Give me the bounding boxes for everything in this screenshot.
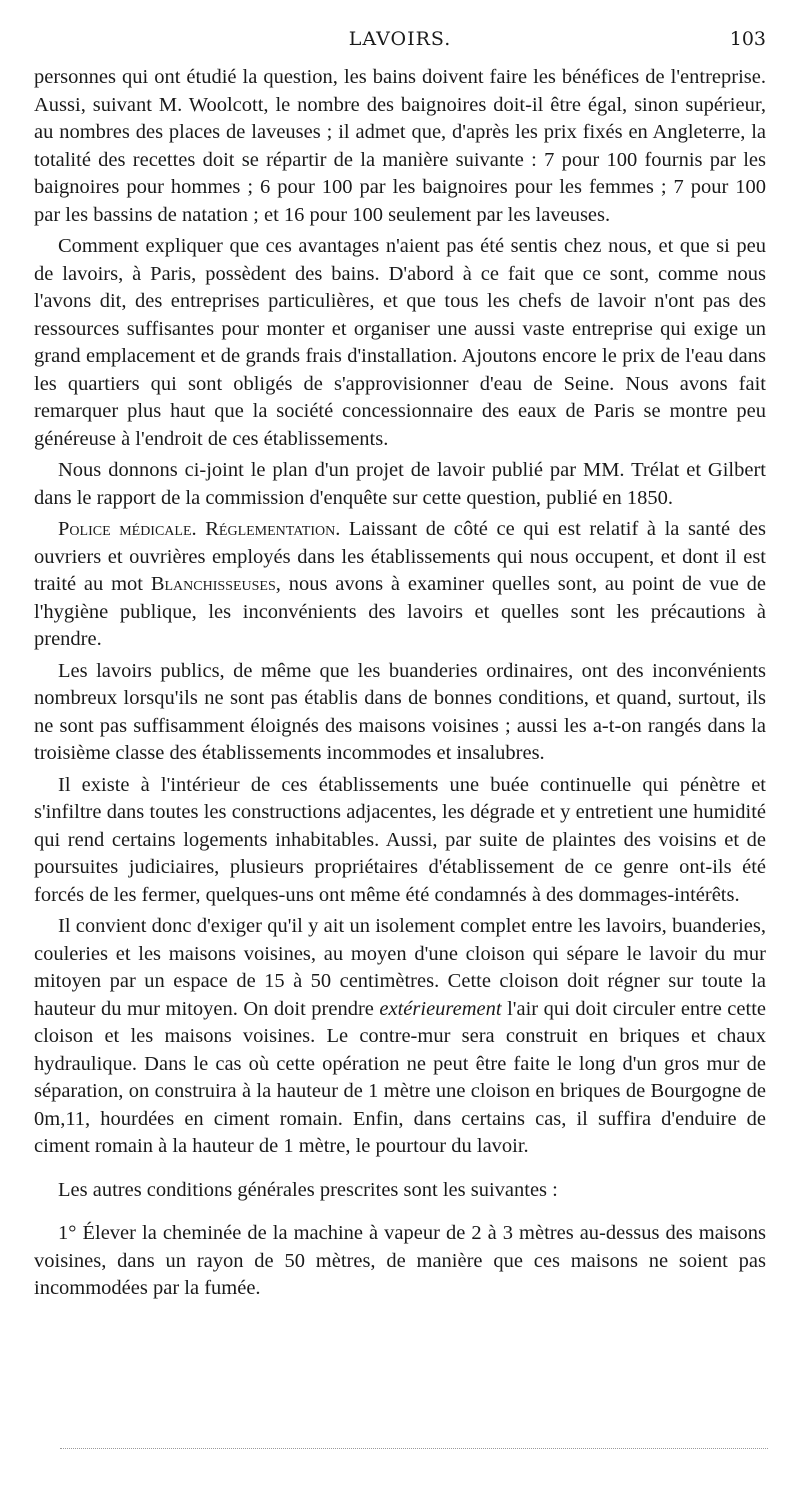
paragraph-inconvenients: Les lavoirs publics, de même que les buanderies ordinaires, ont des inconvénients nombreux lorsqu'ils ne sont pas établis dans de bonnes conditions, et quand, surtout, ils ne sont pas suffisamment éloignés des maisons voisines ; aussi les a-t-on rangés dans la troisième classe des établissements incommodes et insalubres. bbox=[34, 659, 766, 764]
emphasis-text: extérieurement bbox=[379, 997, 502, 1020]
paragraph-text-part: , nous avons à examiner quelles sont, au point de vue de l'hygiène publique, les inconvénients des lavoirs et quelles sont les précautions à prendre. bbox=[34, 573, 766, 650]
body-text bbox=[34, 64, 766, 1307]
bleed-through-line bbox=[60, 1448, 768, 1449]
section-heading: Police médicale. Réglementation. bbox=[58, 518, 341, 540]
paragraph-conditions-intro: Les autres conditions générales prescrites sont les suivantes : bbox=[58, 1178, 558, 1201]
spacer bbox=[34, 1165, 766, 1177]
paragraph-plan-project: Nous donnons ci-joint le plan d'un projet de lavoir publié par MM. Trélat et Gilbert dans le rapport de la commission d'enquête sur cette question, publié en 1850. bbox=[34, 459, 766, 509]
paragraph-paris-lavoirs: Comment expliquer que ces avantages n'aient pas été sentis chez nous, et que si peu de lavoirs, à Paris, possèdent des bains. D'abord à ce fait que ce sont, comme nous l'avons dit, des entreprises particulières, et que tous les chefs de lavoir n'ont pas des ressources suffisantes pour monter et organiser une aussi vaste entreprise qui exige un grand emplacement et de grands frais d'installation. Ajoutons encore le prix de l'eau dans les quartiers qui sont obligés de s'approvisionner d'eau de Seine. Nous avons fait remarquer plus haut que la société concessionnaire des eaux de Paris se montre peu généreuse à l'endroit de ces établissements. bbox=[34, 235, 766, 450]
running-head: LAVOIRS. bbox=[348, 28, 452, 50]
paragraph-text-part: l'air qui doit circuler entre cette cloison et les maisons voisines. Le contre-mur sera construit en briques et chaux hydraulique. Dans le cas où cette opération ne peut être faite le long d'un gros mur de séparation, on construira à la hauteur de 1 mètre une cloison en briques de Bourgogne de 0m,11, hourdées en ciment romain. Enfin, dans certains cas, il suffira d'enduire de ciment romain à la hauteur de 1 mètre, le pourtour du lavoir. bbox=[34, 997, 766, 1157]
paragraph-baths-profits: personnes qui ont étudié la question, les bains doivent faire les bénéfices de l'entreprise. Aussi, suivant M. Woolcott, le nombre des baignoires doit-il être égal, sinon supérieur, au nombres des places de laveuses ; il admet que, d'après les prix fixés en Angleterre, la totalité des recettes doit se répartir de la manière suivante : 7 pour 100 fournis par les baignoires pour hommes ; 6 pour 100 par les baignoires pour les femmes ; 7 pour 100 par les bassins de natation ; et 16 pour 100 seulement par les laveuses. bbox=[34, 66, 766, 226]
paragraph-police-medicale bbox=[34, 516, 766, 654]
paragraph-text-part: Laissant de côté ce qui est relatif à la santé des ouvriers et ouvrières employés dans les établissements qui nous occupent, et dont il est traité au mot bbox=[34, 518, 766, 595]
page-header bbox=[0, 28, 800, 58]
page-number: 103 bbox=[729, 28, 766, 50]
paragraph-buee-humidite: Il existe à l'intérieur de ces établissements une buée continuelle qui pénètre et s'infiltre dans toutes les constructions adjacentes, les dégrade et y entretient une humidité qui rend certains logements inhabitables. Aussi, par suite de plaintes des voisins et de poursuites judiciaires, plusieurs propriétaires d'établissement de ce genre ont-ils été forcés de les fermer, quelques-uns ont même été condamnés à des dommages-intérêts. bbox=[34, 773, 766, 906]
spacer bbox=[34, 1208, 766, 1220]
paragraph-condition-1: 1° Élever la cheminée de la machine à vapeur de 2 à 3 mètres au-dessus des maisons voisines, dans un rayon de 50 mètres, de manière que ces maisons ne soient pas incommodées par la fumée. bbox=[34, 1222, 766, 1299]
paragraph-isolement bbox=[34, 913, 766, 1161]
cross-reference: Blanchisseuses bbox=[150, 573, 276, 595]
paragraph-text-part: Il convient donc d'exiger qu'il y ait un isolement complet entre les lavoirs, buanderies, couleries et les maisons voisines, au moyen d'une cloison qui sépare le lavoir du mur mitoyen par un espace de 15 à 50 centimètres. Cette cloison doit régner sur toute la hauteur du mur mitoyen. On doit prendre bbox=[34, 915, 766, 1020]
